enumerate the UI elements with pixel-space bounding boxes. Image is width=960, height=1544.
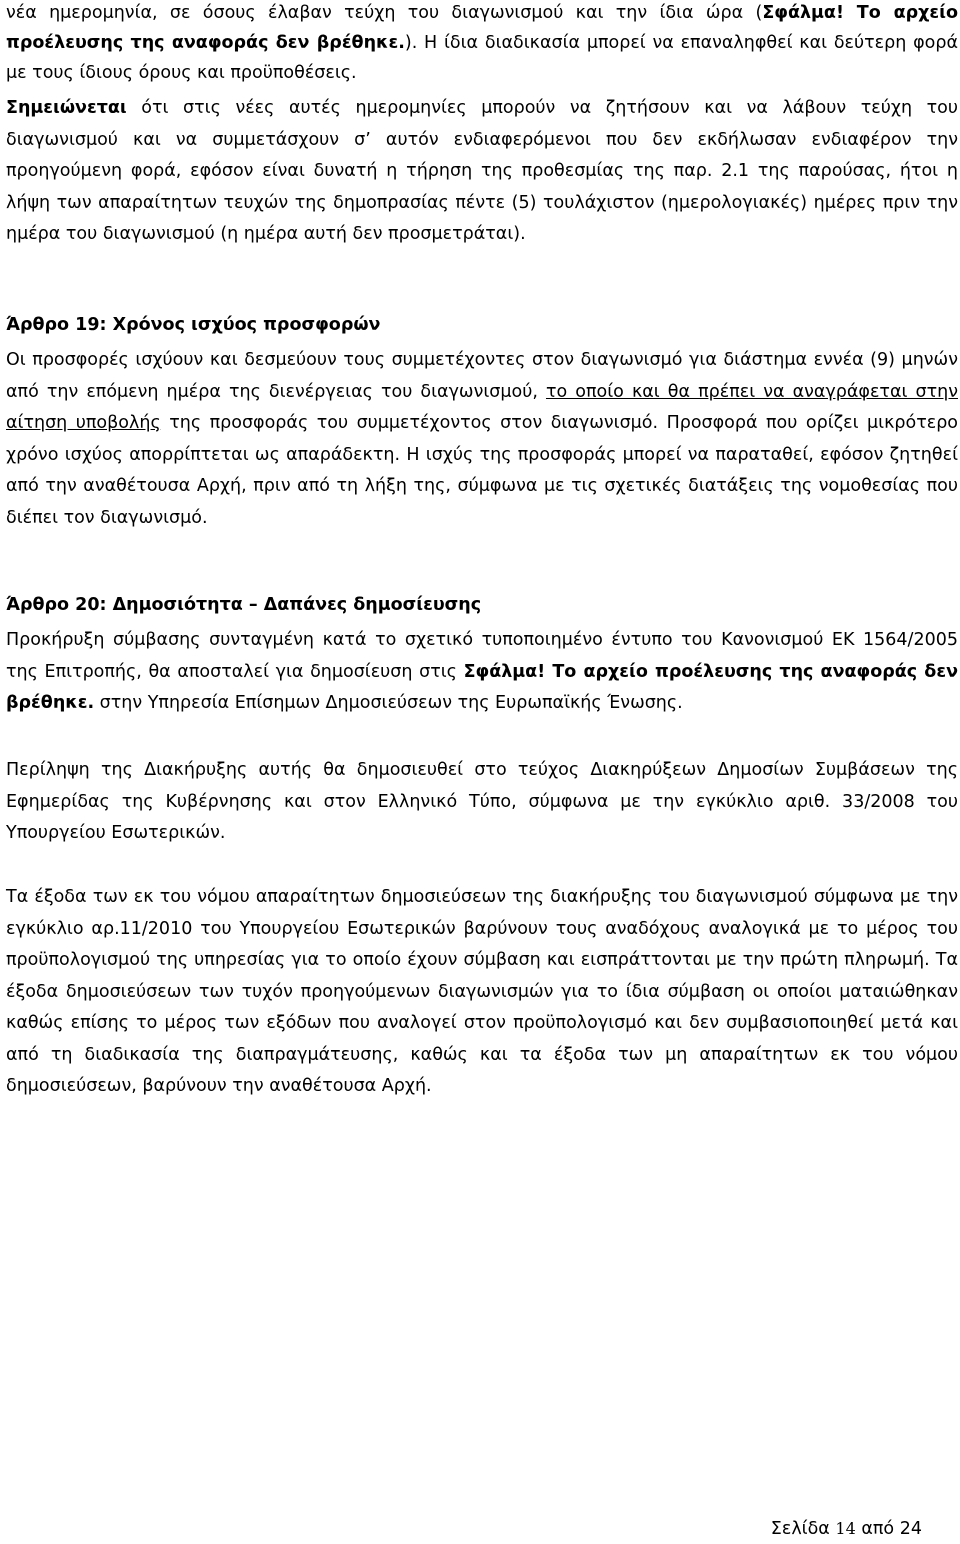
article-20-heading: Άρθρο 20: Δημοσιότητα – Δαπάνες δημοσίευσης xyxy=(6,595,482,615)
page-number: 14 xyxy=(835,1519,856,1538)
underlined-text: το οποίο και θα πρέπει να αναγράφεται στην αίτηση υποβολής xyxy=(6,381,958,433)
note-bold: Σημειώνεται xyxy=(6,98,127,118)
page-label: Σελίδα xyxy=(770,1519,830,1539)
page-of: από xyxy=(861,1519,895,1539)
article-20-paragraph-3: Τα έξοδα των εκ του νόμου απαραίτητων δημοσιεύσεων της διακήρυξης του διαγωνισμού σύμφωνα με την εγκύκλιο αρ.11/2010 του Υπουργείου Εσωτερικών βαρύνουν τους αναδόχους αναλογικά με το μέρος του προϋπολογισμού της υπηρεσίας για το οποίο έχουν σύμβαση και εισπράττονται με την πρώτη πληρωμή. Τα έξοδα δημοσιεύσεων των τυχόν προηγούμενων διαγωνισμών για το ίδια σύμβαση οι οποίοι ματαιώθηκαν καθώς επίσης το μέρος των εξόδων που αναλογεί στον προϋπολογισμό και δεν συμβασιοποιηθεί μετά και από τη διαδικασία της διαπραγμάτευσης, καθώς και τα έξοδα των μη απαραίτητων εκ του νόμου δημοσιεύσεων, βαρύνουν την αναθέτουσα Αρχή. xyxy=(6,887,958,1096)
text: Προκήρυξη σύμβασης συνταγμένη κατά το σχετικό τυποποιημένο έντυπο του Κανονισμού ΕΚ 1564/2005 της Επιτροπής, θα αποσταλεί για δημοσίευση στις xyxy=(6,630,958,682)
article-19-heading: Άρθρο 19: Χρόνος ισχύος προσφορών xyxy=(6,315,381,335)
text: της προσφοράς του συμμετέχοντος στον διαγωνισμό. Προσφορά που ορίζει μικρότερο χρόνο ισχύος απορρίπτεται ως απαράδεκτη. Η ισχύς της προσφοράς μπορεί να παραταθεί, εφόσον ζητηθεί από την αναθέτουσα Αρχή, πριν από τη λήξη της, σύμφωνα με τις σχετικές διατάξεις της νομοθεσίας που διέπει τον διαγωνισμό. xyxy=(6,413,959,528)
text: Οι προσφορές ισχύουν και δεσμεύουν τους συμμετέχοντες στον διαγωνισμό για διάστημα εννέα (9) μηνών από την επόμενη ημέρα της διενέργειας του διαγωνισμού, xyxy=(6,350,958,402)
paragraph-new-date xyxy=(6,0,958,88)
paragraph-note xyxy=(6,93,958,251)
text: νέα ημερομηνία, σε όσους έλαβαν τεύχη του διαγωνισμού και την ίδια ώρα ( xyxy=(6,3,763,23)
article-20-paragraph-2: Περίληψη της Διακήρυξης αυτής θα δημοσιευθεί στο τεύχος Διακηρύξεων Δημοσίων Συμβάσεων της Εφημερίδας της Κυβέρνησης και στον Ελληνικό Τύπο, σύμφωνα με την εγκύκλιο αριθ. 33/2008 του Υπουργείου Εσωτερικών. xyxy=(6,760,958,843)
reference-error: Σφάλμα! Το αρχείο προέλευσης της αναφοράς δεν βρέθηκε. xyxy=(6,661,958,713)
text: ). Η ίδια διαδικασία μπορεί να επαναληφθεί και δεύτερη φορά με τους ίδιους όρους και προϋποθέσεις. xyxy=(6,33,958,83)
article-19-body xyxy=(6,345,958,534)
article-20-paragraph-1 xyxy=(6,625,958,720)
text: ότι στις νέες αυτές ημερομηνίες μπορούν να ζητήσουν και να λάβουν τεύχη του διαγωνισμού και να συμμετάσχουν σ’ αυτόν ενδιαφερόμενοι που δεν εκδήλωσαν ενδιαφέρον την προηγούμενη φορά, εφόσον είναι δυνατή η τήρηση της προθεσμίας της παρ. 2.1 της παρούσας, ήτοι η λήψη των απαραίτητων τευχών της δημοπρασίας πέντε (5) τουλάχιστον (ημερολογιακές) ημέρες πριν την ημέρα του διαγωνισμού (η ημέρα αυτή δεν προσμετράται). xyxy=(6,98,958,244)
page-total: 24 xyxy=(899,1519,922,1539)
reference-error: Σφάλμα! Το αρχείο προέλευσης της αναφοράς δεν βρέθηκε. xyxy=(6,3,958,53)
text: στην Υπηρεσία Επίσημων Δημοσιεύσεων της Ευρωπαϊκής Ένωσης. xyxy=(94,693,683,713)
page-footer xyxy=(771,1519,922,1539)
